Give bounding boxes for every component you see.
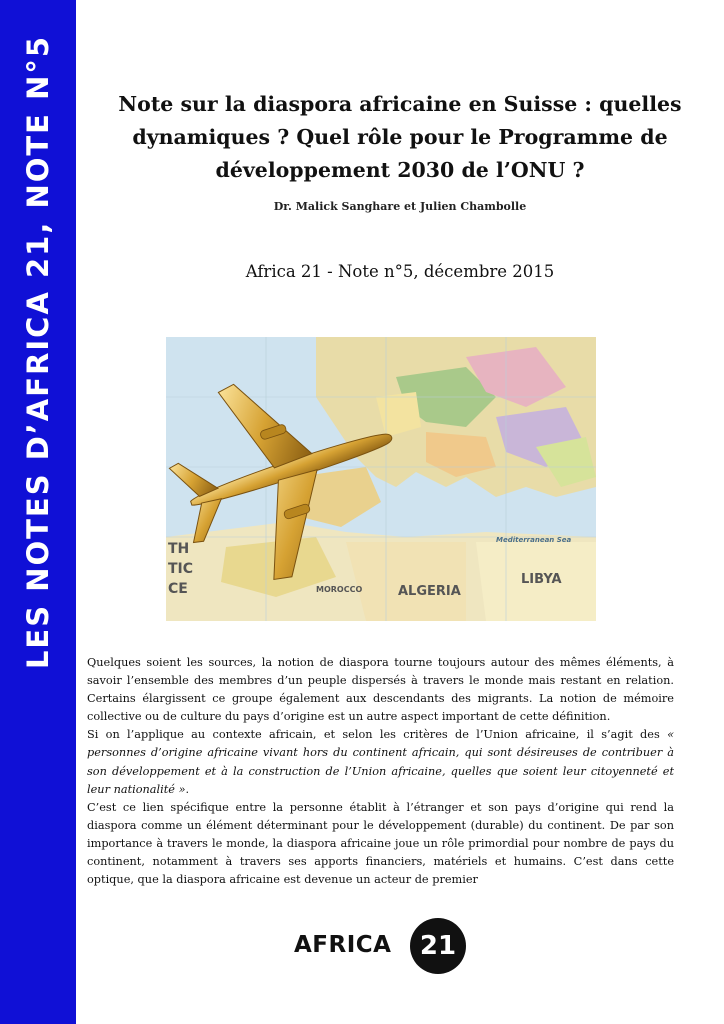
paragraph-3: C’est ce lien spécifique entre la personne établit à l’étranger et son pays d’origine qui rend la diaspora comme un élément déterminant pour le développement (durable) du continent. De par son importance à travers le monde, la diaspora africaine joue un rôle primordial pour nombre de pays du continent, notamment à travers ses apports financiers, matériels et humains. C’est dans cette optique, que la diaspora africaine est devenue un acteur de premier [87,800,674,887]
issue-line: Africa 21 - Note n°5, décembre 2015 [245,262,555,281]
title-line-2: dynamiques ? Quel rôle pour le Programme de [132,125,668,149]
map-label-med: Mediterranean Sea [496,536,572,544]
map-label-libya: LIBYA [521,572,562,587]
paragraph-1: Quelques soient les sources, la notion de diaspora tourne toujours autour des mêmes éléments, à savoir l’ensemble des membres d’un peuple dispersés à travers le monde mais restant en relation. Certains élargissent ce groupe également aux descendants des migrants. La notion de mémoire collective ou de culture du pays d’origine est un autre aspect important de cette définition. [87,656,674,724]
paragraph-2 [87,726,674,798]
sidebar-band [0,0,76,1024]
series-label: LES NOTES D’AFRICA 21, NOTE N°5 [21,34,55,670]
logo-word: AFRICA [294,932,392,958]
airplane-on-map-icon [166,337,596,621]
document-title [76,88,724,187]
map-label-morocco: MOROCCO [316,585,363,594]
paragraph-2-end: . [185,782,190,796]
paragraph-2-intro: Si on l’applique au contexte africain, et selon les critères de l’Union africaine, il s’agit des [87,728,668,742]
map-label-algeria: ALGERIA [398,584,461,599]
authors: Dr. Malick Sanghare et Julien Chambolle [273,200,527,213]
body-text [87,654,674,889]
au-definition-quote: « personnes d’origine africaine vivant hors du continent africain, qui sont désireuses de contribuer à son développement et à la construction de l’Union africaine, quelles que soient leur citoyenneté et leur nationalité » [87,728,674,796]
map-label-tic: TIC [168,561,194,577]
logo-number-badge: 21 [410,918,466,974]
map-label-ce: CE [168,581,188,597]
cover-photo [166,337,596,621]
page-content [76,0,724,1024]
title-line-1: Note sur la diaspora africaine en Suisse : quelles [118,92,682,116]
title-line-3: développement 2030 de l’ONU ? [215,158,585,182]
map-label-th: TH [168,541,190,557]
africa21-logo [294,914,484,976]
